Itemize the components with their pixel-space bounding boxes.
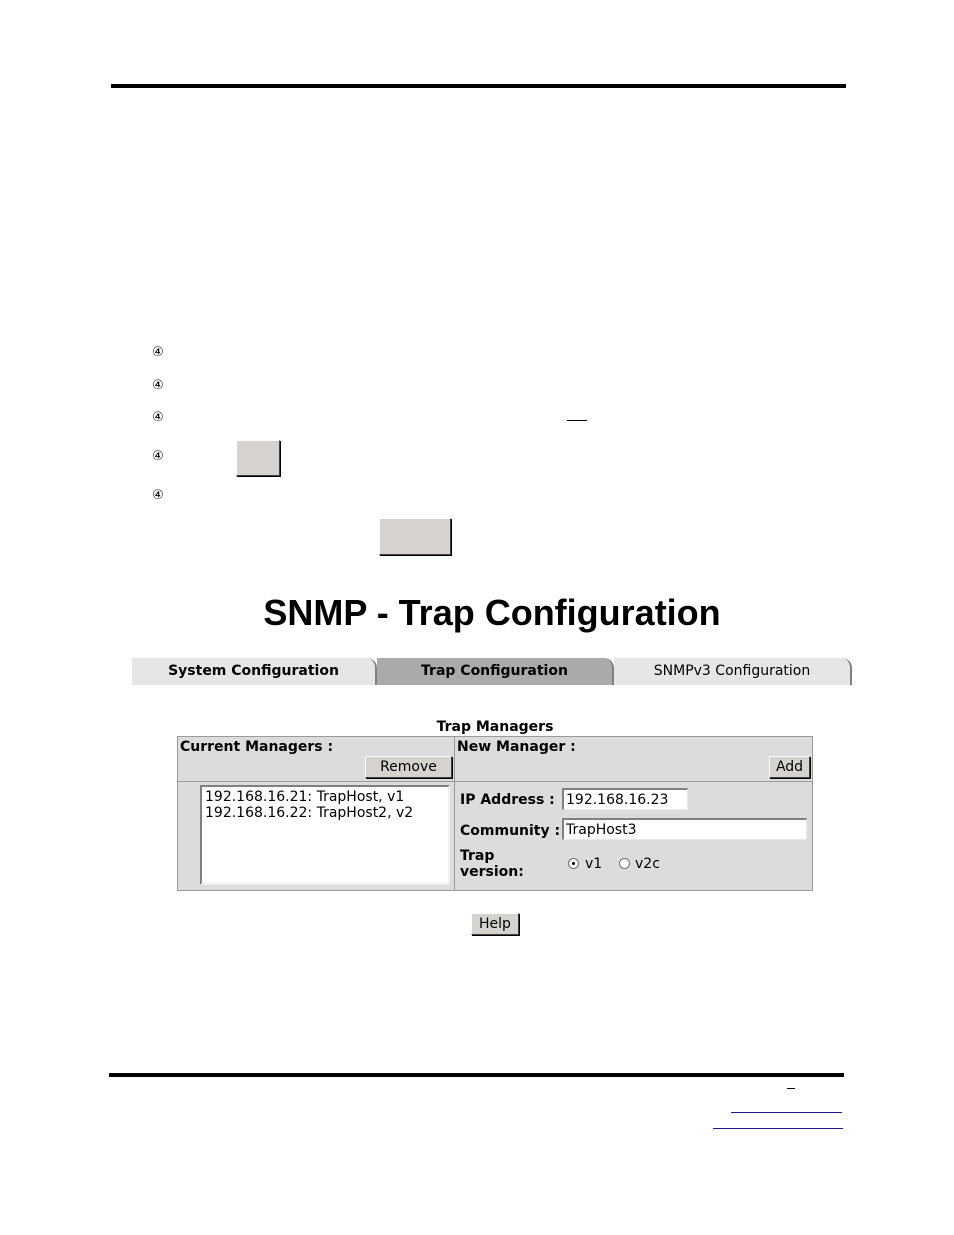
current-managers-list[interactable]	[200, 785, 450, 885]
footer-mark	[787, 1088, 795, 1089]
community-label: Community :	[460, 823, 561, 839]
tab-system-configuration[interactable]: System Configuration	[132, 658, 377, 685]
v1-radio[interactable]	[568, 858, 579, 869]
v1-radio-label: v1	[585, 856, 603, 872]
list-item[interactable]: 192.168.16.22: TrapHost2, v2	[205, 805, 414, 821]
bullet-icon: ④	[152, 488, 164, 503]
page-title: SNMP - Trap Configuration	[263, 592, 721, 633]
header-rule	[111, 84, 846, 88]
panel-divider	[178, 781, 812, 782]
bullet-icon: ④	[152, 345, 164, 360]
snmp-trap-config-screen	[130, 588, 854, 940]
new-manager-header: New Manager :	[457, 739, 576, 755]
remove-button[interactable]: Remove	[365, 756, 452, 778]
v2c-radio[interactable]	[619, 858, 630, 869]
panel-divider	[454, 737, 455, 890]
community-input[interactable]	[562, 818, 807, 840]
footer-link-underline	[713, 1128, 843, 1129]
footer-rule	[109, 1073, 844, 1077]
bullet-icon: ④	[152, 378, 164, 393]
bullet-icon: ④	[152, 449, 164, 464]
ip-address-input[interactable]	[562, 788, 688, 810]
add-button[interactable]: Add	[769, 756, 810, 778]
inline-button-image	[236, 440, 280, 476]
footer-link-underline	[731, 1112, 842, 1113]
inline-button-image	[379, 518, 451, 555]
tab-bar	[132, 658, 854, 686]
v2c-radio-label: v2c	[635, 856, 660, 872]
help-button[interactable]: Help	[471, 913, 519, 935]
tab-trap-configuration[interactable]: Trap Configuration	[377, 658, 614, 685]
current-managers-header: Current Managers :	[180, 739, 334, 755]
bullet-icon: ④	[152, 410, 164, 425]
text-underline	[567, 420, 587, 421]
list-item[interactable]: 192.168.16.21: TrapHost, v1	[205, 789, 405, 805]
ip-address-label: IP Address :	[460, 792, 555, 808]
trap-version-label: Trap version:	[460, 848, 524, 880]
tab-snmpv3-configuration[interactable]: SNMPv3 Configuration	[614, 658, 852, 685]
trap-managers-caption: Trap Managers	[436, 719, 554, 735]
trap-managers-panel	[177, 736, 813, 891]
